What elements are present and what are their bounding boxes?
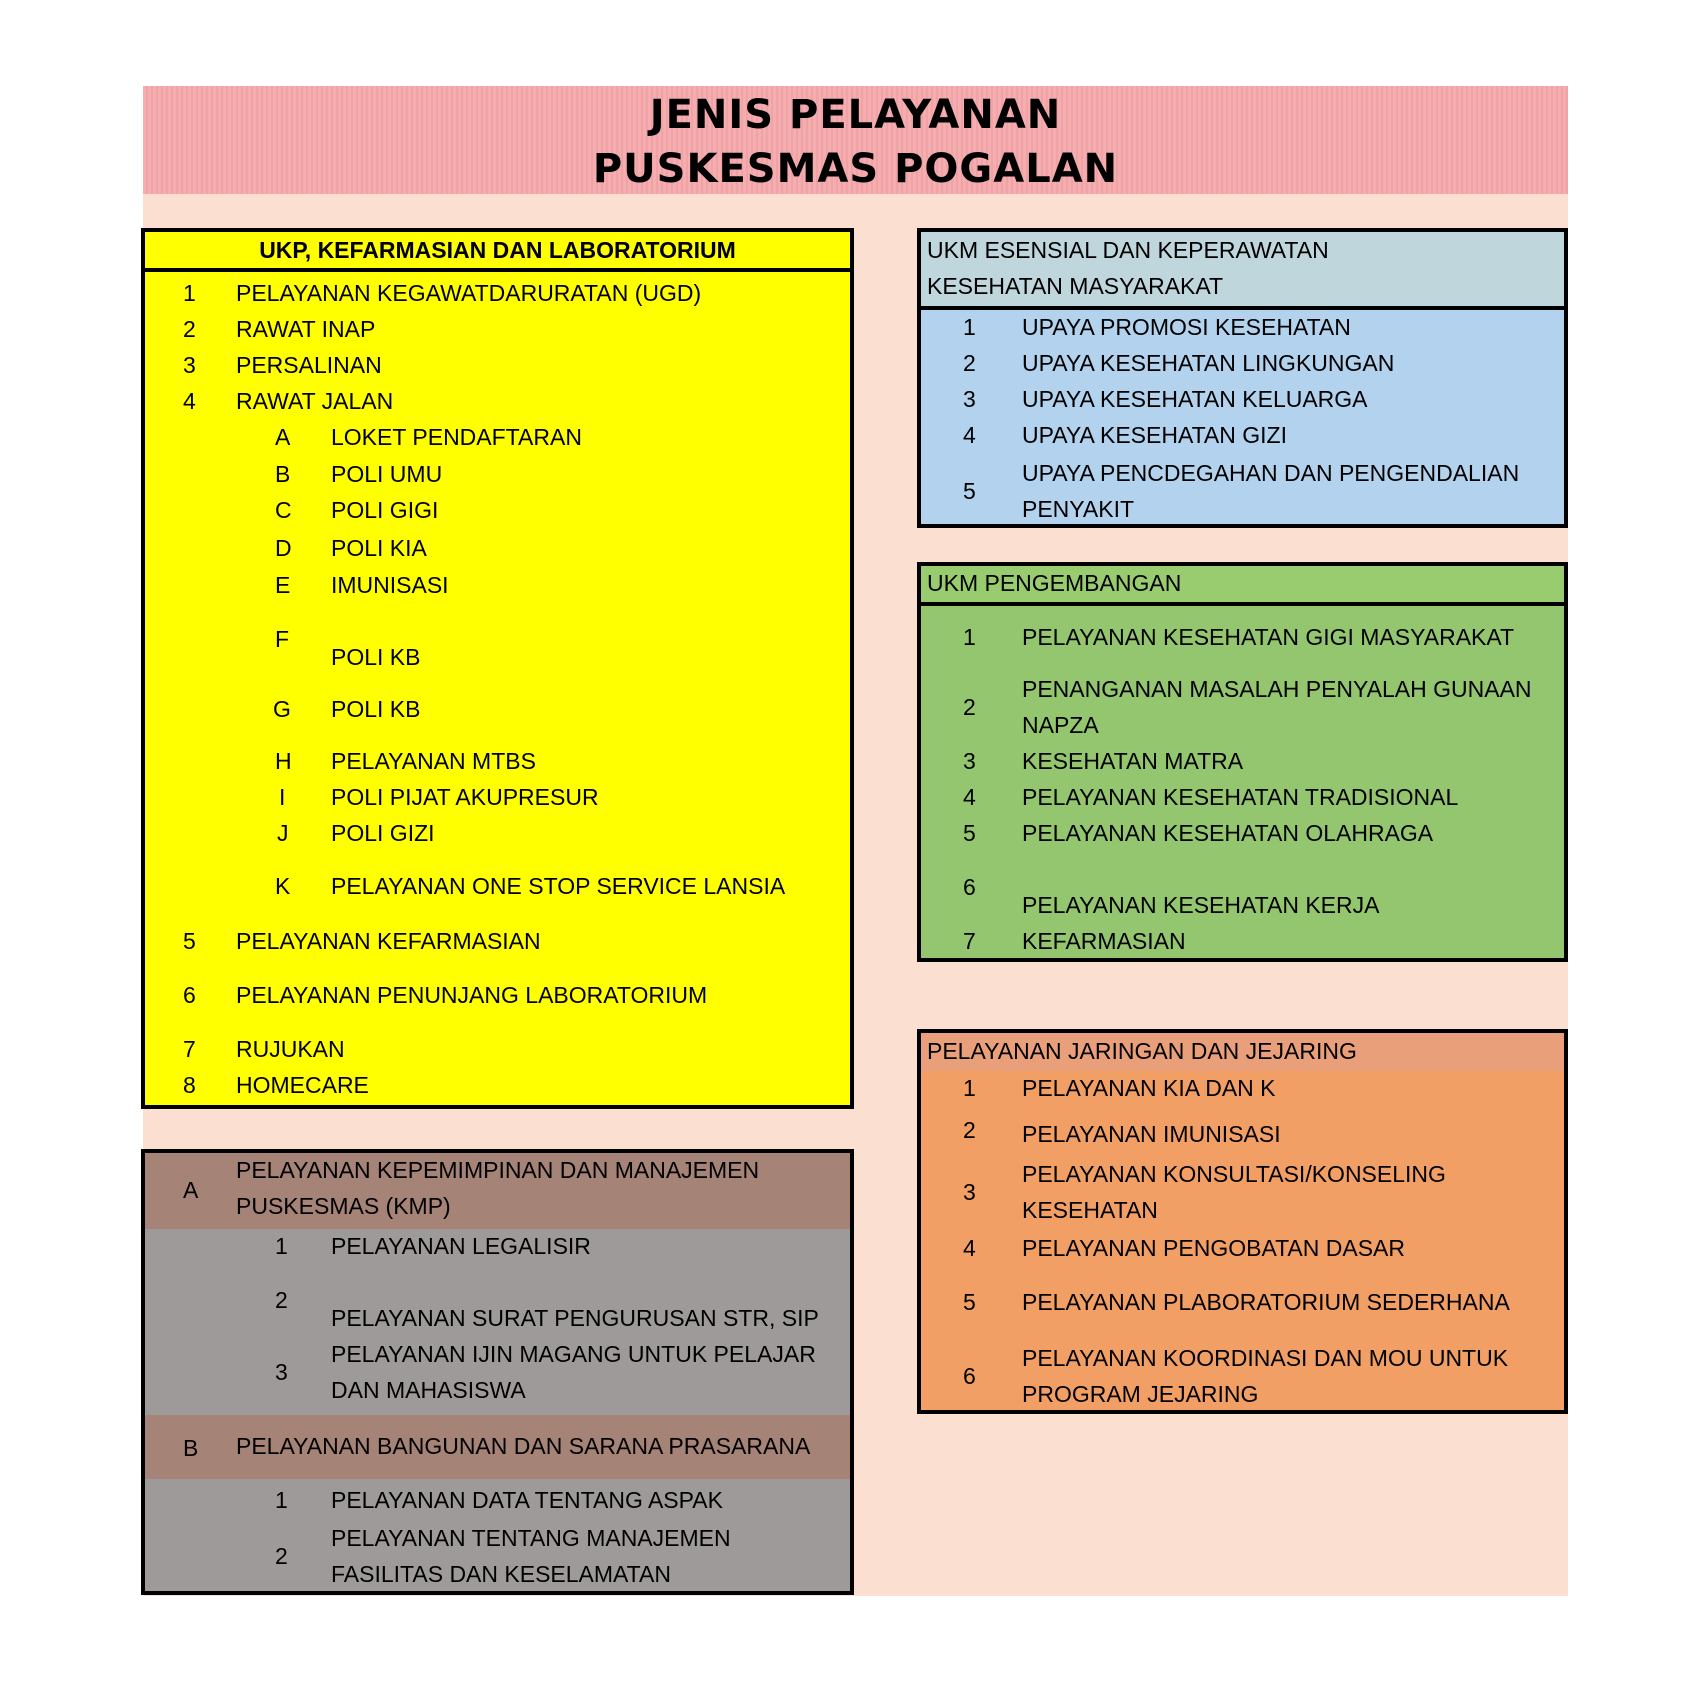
ukp-box [141,228,854,1109]
item-number: 3 [963,1179,976,1205]
item-number: 6 [183,982,196,1008]
item-number: 7 [183,1036,196,1062]
item-label: PELAYANAN LEGALISIR [331,1233,591,1259]
sub-item-label: POLI PIJAT AKUPRESUR [331,784,599,810]
item-label: PELAYANAN KEGAWATDARURATAN (UGD) [236,280,702,306]
sub-item-label: POLI UMU [331,461,443,487]
item-label: UPAYA KESEHATAN GIZI [1022,422,1287,448]
item-number: 5 [183,928,196,954]
ukp-header: UKP, KEFARMASIAN DAN LABORATORIUM [145,232,850,272]
sub-item-letter: I [279,784,286,810]
sub-item-label: POLI GIZI [331,820,435,846]
item-label: PELAYANAN KEFARMASIAN [236,928,541,954]
item-label-line2: KESEHATAN [1022,1197,1158,1223]
item-label: PELAYANAN DATA TENTANG ASPAK [331,1487,723,1513]
sub-item-letter: B [275,461,291,487]
item-number: 6 [963,874,976,900]
item-number: 3 [275,1359,288,1385]
section-label-line2: PUSKESMAS (KMP) [236,1193,451,1219]
item-number: 1 [183,280,196,306]
sub-item-label: LOKET PENDAFTARAN [331,424,582,450]
item-number: 1 [963,1075,976,1101]
item-number: 8 [183,1072,196,1098]
item-label: PELAYANAN PLABORATORIUM SEDERHANA [1022,1289,1510,1315]
item-number: 2 [275,1543,288,1569]
item-label: PELAYANAN KESEHATAN GIGI MASYARAKAT [1022,624,1515,650]
item-label: PELAYANAN IMUNISASI [1022,1121,1281,1147]
item-label: HOMECARE [236,1072,369,1098]
item-label: RUJUKAN [236,1036,345,1062]
item-number: 6 [963,1363,976,1389]
item-label-line2: DAN MAHASISWA [331,1377,526,1403]
esensial-header-line2: KESEHATAN MASYARAKAT [927,273,1224,299]
item-label-line2: PENYAKIT [1022,496,1135,522]
item-label: PELAYANAN KESEHATAN TRADISIONAL [1022,784,1459,810]
sub-item-letter: A [275,424,291,450]
section-b-band [145,1415,850,1479]
sub-item-label: PELAYANAN MTBS [331,748,536,774]
item-number: 5 [963,820,976,846]
section-label: PELAYANAN BANGUNAN DAN SARANA PRASARANA [236,1433,811,1459]
pengembangan-header: UKM PENGEMBANGAN [921,566,1564,606]
item-number: 7 [963,928,976,954]
sub-item-label: POLI KIA [331,535,427,561]
ukm-pengembangan-box [917,562,1568,962]
item-label-line1: UPAYA PENCDEGAHAN DAN PENGENDALIAN [1022,460,1520,486]
item-number: 4 [963,422,976,448]
item-label: UPAYA KESEHATAN KELUARGA [1022,386,1368,412]
ukm-esensial-box [917,228,1568,528]
title-banner [143,86,1568,194]
jaringan-box [917,1029,1568,1414]
sub-item-label: POLI KB [331,696,421,722]
section-letter: A [183,1177,199,1203]
item-label: KEFARMASIAN [1022,928,1186,954]
sub-item-letter: H [275,748,292,774]
item-label: PELAYANAN PENUNJANG LABORATORIUM [236,982,708,1008]
title-line-1: JENIS PELAYANAN [649,92,1062,138]
management-box [141,1149,854,1595]
item-label: UPAYA KESEHATAN LINGKUNGAN [1022,350,1395,376]
item-number: 1 [275,1233,288,1259]
sub-item-letter: G [273,696,291,722]
item-label: PELAYANAN KESEHATAN KERJA [1022,892,1380,918]
item-number: 2 [183,316,196,342]
item-label: PELAYANAN KIA DAN K [1022,1075,1276,1101]
item-label: PELAYANAN SURAT PENGURUSAN STR, SIP [331,1305,819,1331]
item-number: 4 [963,1235,976,1261]
item-label-line2: PROGRAM JEJARING [1022,1381,1259,1407]
item-number: 1 [275,1487,288,1513]
item-label-line1: PELAYANAN IJIN MAGANG UNTUK PELAJAR [331,1341,816,1367]
esensial-header-line1: UKM ESENSIAL DAN KEPERAWATAN [927,237,1329,263]
item-number: 2 [275,1287,288,1313]
item-label-line1: PENANGANAN MASALAH PENYALAH GUNAAN [1022,676,1532,702]
title-line-2: PUSKESMAS POGALAN [592,146,1119,192]
section-label-line1: PELAYANAN KEPEMIMPINAN DAN MANAJEMEN [236,1157,760,1183]
item-label: PERSALINAN [236,352,382,378]
item-label: RAWAT INAP [236,316,376,342]
item-number: 1 [963,314,976,340]
item-label-line2: NAPZA [1022,712,1099,738]
item-number: 3 [963,748,976,774]
sub-item-letter: F [275,626,290,652]
sub-item-letter: E [275,572,291,598]
sub-item-letter: K [275,873,291,899]
esensial-header [921,232,1564,310]
item-number: 4 [963,784,976,810]
item-label: UPAYA PROMOSI KESEHATAN [1022,314,1351,340]
item-label: PELAYANAN KESEHATAN OLAHRAGA [1022,820,1434,846]
item-number: 5 [963,1289,976,1315]
sub-item-letter: C [275,497,292,523]
section-a-band [145,1153,850,1229]
sub-item-label: POLI KB [331,644,421,670]
sub-item-label: POLI GIGI [331,497,439,523]
sub-item-letter: D [275,535,292,561]
item-label-line1: PELAYANAN TENTANG MANAJEMEN [331,1525,731,1551]
item-number: 3 [963,386,976,412]
item-label: KESEHATAN MATRA [1022,748,1244,774]
item-label: PELAYANAN PENGOBATAN DASAR [1022,1235,1406,1261]
item-number: 4 [183,388,196,414]
item-number: 1 [963,624,976,650]
jaringan-header: PELAYANAN JARINGAN DAN JEJARING [921,1033,1564,1071]
sub-item-letter: J [277,820,289,846]
item-number: 3 [183,352,196,378]
section-letter: B [183,1435,199,1461]
sub-item-label: PELAYANAN ONE STOP SERVICE LANSIA [331,873,786,899]
item-number: 5 [963,478,976,504]
item-label-line2: FASILITAS DAN KESELAMATAN [331,1561,671,1587]
sub-item-label: IMUNISASI [331,572,449,598]
item-number: 2 [963,350,976,376]
item-label-line1: PELAYANAN KOORDINASI DAN MOU UNTUK [1022,1345,1509,1371]
item-number: 2 [963,1117,976,1143]
item-label: RAWAT JALAN [236,388,394,414]
item-number: 2 [963,694,976,720]
item-label-line1: PELAYANAN KONSULTASI/KONSELING [1022,1161,1446,1187]
